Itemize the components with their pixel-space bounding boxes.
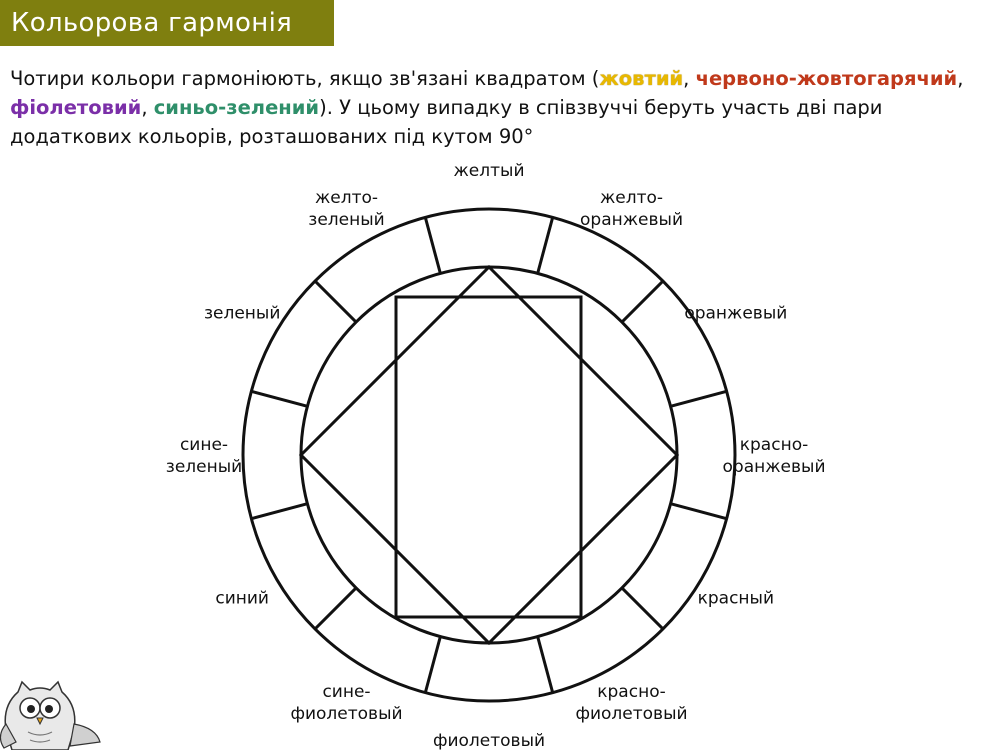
wheel-label-red-violet: красно-фиолетовый	[575, 681, 688, 724]
wheel-label-red: красный	[697, 588, 775, 609]
wheel-label-green: зеленый	[203, 303, 281, 324]
description-lead: Чотири кольори гармоніюють, якщо зв'язані квадратом (	[10, 67, 600, 90]
wheel-segment-divider	[315, 281, 356, 322]
harmony-rectangle	[396, 297, 581, 617]
wheel-segment-divider	[622, 281, 663, 322]
wheel-label-violet: фиолетовый	[432, 731, 546, 750]
wheel-label-yellow-green: желто-зеленый	[308, 188, 385, 231]
slide-title: Кольорова гармонія	[11, 8, 293, 38]
wheel-segment-divider	[251, 391, 307, 406]
highlight-red-orange: червоно-жовтогарячий	[695, 67, 958, 90]
wheel-label-blue-violet: сине-фиолетовый	[290, 681, 403, 724]
owl-mascot-icon	[0, 676, 105, 750]
wheel-segment-divider	[251, 504, 307, 519]
wheel-segment-divider	[622, 588, 663, 629]
wheel-segment-divider	[425, 217, 440, 273]
wheel-label-red-orange: красно-оранжевый	[722, 435, 826, 477]
highlight-blue-green: синьо-зелений	[153, 96, 320, 119]
wheel-segment-divider	[671, 391, 727, 406]
wheel-label-orange: оранжевый	[684, 303, 788, 324]
highlight-violet: фіолетовий	[10, 96, 142, 119]
wheel-segment-divider	[538, 217, 553, 273]
highlight-yellow: жовтий	[599, 67, 684, 90]
wheel-segment-divider	[315, 588, 356, 629]
harmony-square	[301, 267, 677, 643]
wheel-label-yellow-orange: желто-оранжевый	[580, 188, 683, 231]
wheel-label-blue-green: сине-зеленый	[165, 435, 243, 477]
wheel-segment-divider	[671, 504, 727, 519]
description-paragraph: Чотири кольори гармоніюють, якщо зв'язані квадратом (жовтий, червоно-жовтогарячий, фіолетовий, синьо-зелений). У цьому випадку в співзвуччі беруть участь дві пари додаткових кольорів, розташованих під кутом 90°	[10, 67, 964, 148]
wheel-label-blue: синий	[215, 588, 269, 609]
wheel-segment-divider	[425, 637, 440, 693]
wheel-label-yellow: желтый	[453, 161, 525, 181]
wheel-segment-divider	[538, 637, 553, 693]
wheel-inner-ring	[301, 267, 677, 643]
description-tail: ). У цьому випадку в співзвуччі беруть участь дві пари додаткових кольорів, розташованих під кутом 90°	[10, 96, 883, 148]
